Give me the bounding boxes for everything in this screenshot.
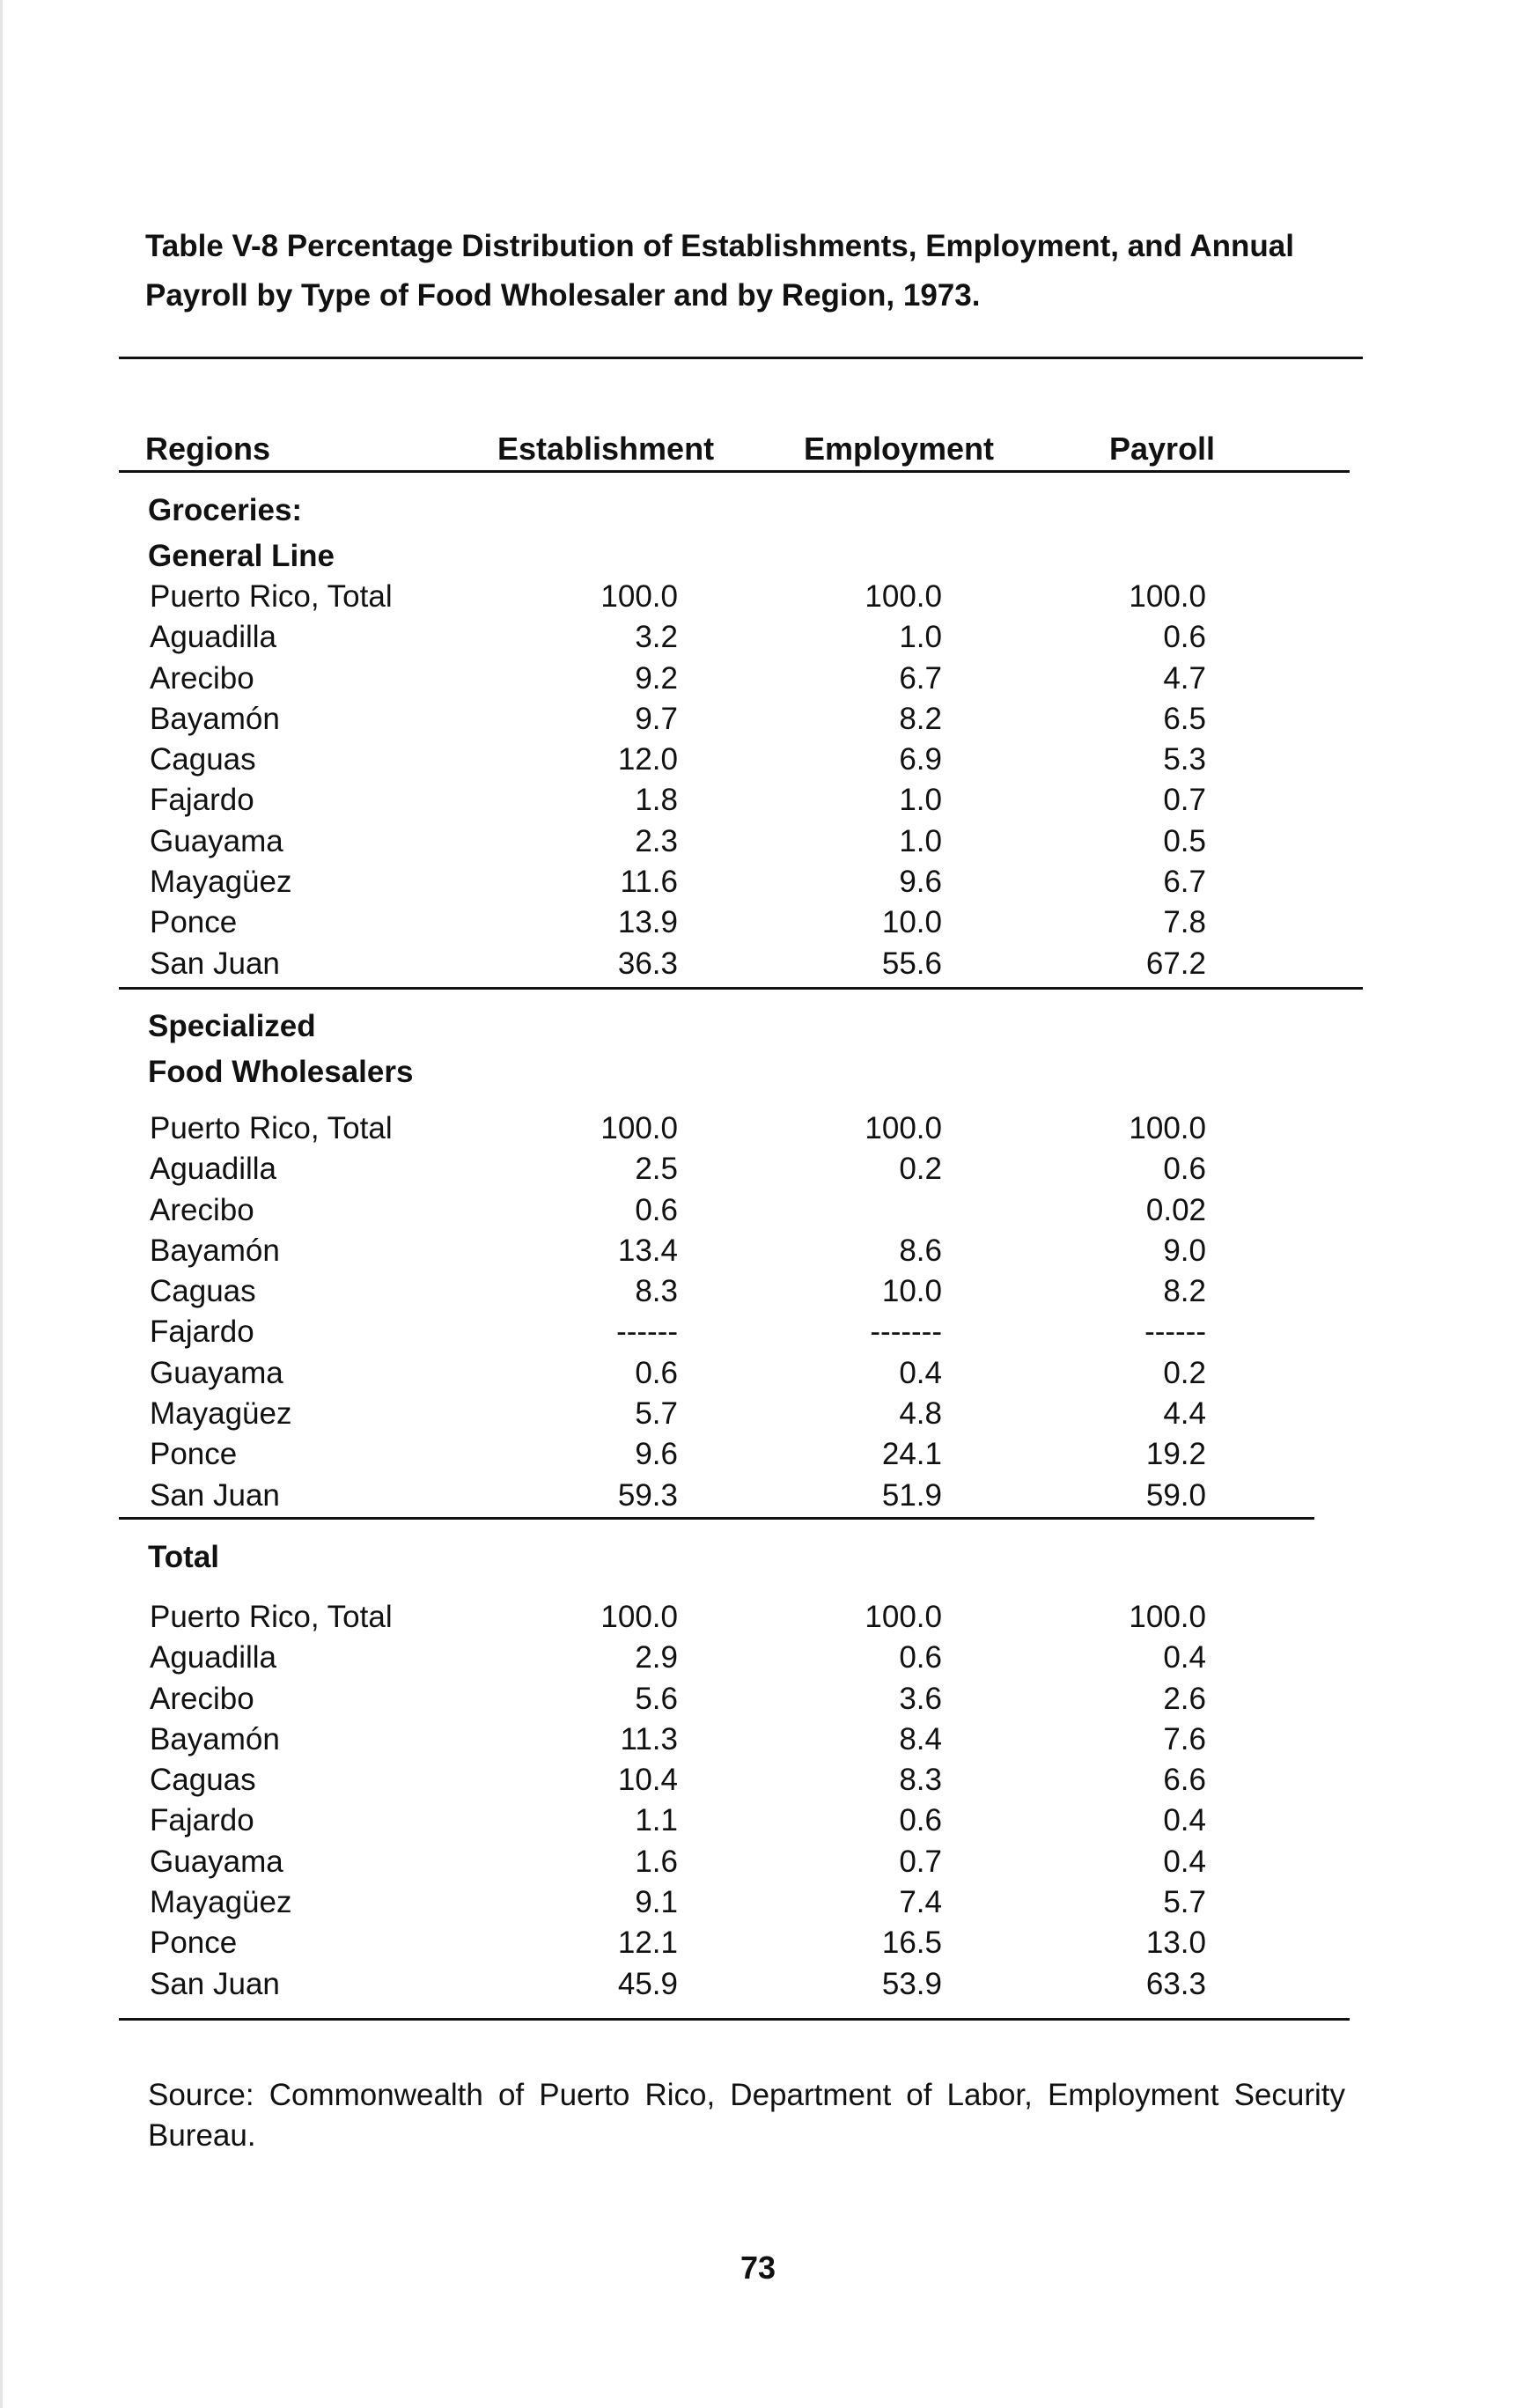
establishment-cell: 10.4 (617, 1763, 678, 1798)
region-cell: Aguadilla (150, 1152, 276, 1187)
table-row (0, 1149, 1516, 1189)
table-row (0, 1108, 1516, 1149)
payroll-cell: 67.2 (1145, 946, 1206, 981)
employment-cell: 51.9 (881, 1477, 942, 1513)
establishment-cell: 100.0 (600, 1111, 678, 1145)
establishment-cell: ------ (616, 1314, 678, 1350)
establishment-cell: 12.1 (617, 1926, 678, 1961)
table-row (0, 1638, 1516, 1678)
region-cell: Aguadilla (150, 1640, 276, 1675)
payroll-cell: 0.02 (1145, 1192, 1206, 1227)
table-row (0, 1760, 1516, 1800)
employment-cell: 1.0 (899, 823, 942, 858)
table-title (145, 222, 1378, 320)
establishment-cell: 9.1 (635, 1885, 678, 1920)
region-cell: Guayama (150, 1355, 283, 1390)
employment-cell: 8.4 (899, 1721, 942, 1756)
region-cell: Guayama (150, 823, 283, 858)
table-row (0, 1353, 1516, 1394)
employment-cell: 0.7 (899, 1844, 942, 1879)
section-heading-specialized (148, 1004, 413, 1095)
establishment-cell: 11.3 (620, 1721, 678, 1756)
employment-cell: 8.3 (899, 1763, 942, 1798)
payroll-cell: 9.0 (1163, 1233, 1206, 1268)
payroll-cell: 4.4 (1163, 1396, 1206, 1432)
table-row (0, 1923, 1516, 1963)
table-row (0, 1190, 1516, 1231)
region-cell: Arecibo (150, 660, 254, 696)
table-row (0, 1679, 1516, 1719)
region-cell: Ponce (150, 1926, 238, 1961)
employment-cell: 0.4 (899, 1355, 942, 1390)
employment-cell: 53.9 (881, 1966, 942, 2001)
table-row (0, 1842, 1516, 1882)
header-establishment: Establishment (497, 431, 715, 467)
section-rows-specialized (0, 1108, 1516, 1516)
table-title-line-1: Table V-8 Percentage Distribution of Establishments, Employment, and Annual (145, 229, 1294, 263)
employment-cell: 55.6 (881, 946, 942, 981)
region-cell: Arecibo (150, 1192, 254, 1227)
region-cell: Ponce (150, 1437, 238, 1472)
table-row (0, 944, 1516, 984)
region-cell: Guayama (150, 1844, 283, 1879)
region-cell: Mayagüez (150, 865, 292, 900)
employment-cell: 6.9 (899, 742, 942, 777)
region-cell: Caguas (150, 742, 256, 777)
section-heading-line: General Line (148, 539, 335, 573)
employment-cell: 3.6 (899, 1681, 942, 1716)
establishment-cell: 8.3 (635, 1274, 678, 1309)
establishment-cell: 100.0 (600, 579, 678, 614)
section-heading-groceries (148, 488, 335, 579)
establishment-cell: 9.2 (635, 660, 678, 696)
payroll-cell: 7.6 (1163, 1721, 1206, 1756)
establishment-cell: 45.9 (617, 1966, 678, 2001)
top-rule (119, 357, 1363, 359)
table-row (0, 1800, 1516, 1841)
employment-cell: 100.0 (865, 1600, 942, 1634)
employment-cell: 0.6 (899, 1803, 942, 1838)
region-cell: Bayamón (150, 701, 280, 736)
establishment-cell: 5.6 (635, 1681, 678, 1716)
establishment-cell: 0.6 (635, 1355, 678, 1390)
employment-cell: 10.0 (881, 905, 942, 940)
establishment-cell: 100.0 (600, 1600, 678, 1634)
payroll-cell: 4.7 (1163, 660, 1206, 696)
payroll-cell: 0.6 (1163, 1152, 1206, 1187)
region-cell: Puerto Rico, Total (150, 1111, 393, 1145)
source-note: Source: Commonwealth of Puerto Rico, Department of Labor, Employment Security Bureau. (148, 2078, 1345, 2153)
employment-cell: 8.2 (899, 701, 942, 736)
header-regions: Regions (145, 431, 271, 467)
region-cell: Mayagüez (150, 1396, 292, 1432)
establishment-cell: 5.7 (635, 1396, 678, 1432)
region-cell: Mayagüez (150, 1885, 292, 1920)
employment-cell: 4.8 (899, 1396, 942, 1432)
employment-cell: 10.0 (881, 1274, 942, 1309)
payroll-cell: 7.8 (1163, 905, 1206, 940)
establishment-cell: 1.1 (635, 1803, 678, 1838)
employment-cell: 8.6 (899, 1233, 942, 1268)
table-row (0, 780, 1516, 821)
payroll-cell: 0.4 (1163, 1640, 1206, 1675)
region-cell: Fajardo (150, 1803, 254, 1838)
establishment-cell: 9.6 (635, 1437, 678, 1472)
establishment-cell: 1.8 (635, 783, 678, 818)
establishment-cell: 1.6 (635, 1844, 678, 1879)
payroll-cell: 59.0 (1145, 1477, 1206, 1513)
table-row (0, 617, 1516, 658)
header-employment: Employment (804, 431, 995, 467)
section-heading-line: Food Wholesalers (148, 1055, 414, 1089)
region-cell: Arecibo (150, 1681, 254, 1716)
region-cell: Bayamón (150, 1233, 280, 1268)
section-rule-2 (119, 1517, 1314, 1520)
establishment-cell: 36.3 (617, 946, 678, 981)
employment-cell: 100.0 (865, 1111, 942, 1145)
employment-cell: 1.0 (899, 620, 942, 655)
region-cell: Ponce (150, 905, 238, 940)
establishment-cell: 0.6 (635, 1192, 678, 1227)
establishment-cell: 2.3 (635, 823, 678, 858)
region-cell: Aguadilla (150, 620, 276, 655)
table-title-line-2: Payroll by Type of Food Wholesaler and by Region, 1973. (145, 278, 981, 313)
establishment-cell: 9.7 (635, 701, 678, 736)
region-cell: Caguas (150, 1763, 256, 1798)
establishment-cell: 2.5 (635, 1152, 678, 1187)
payroll-cell: 5.7 (1163, 1885, 1206, 1920)
table-row (0, 1719, 1516, 1760)
employment-cell: 24.1 (881, 1437, 942, 1472)
section-rows-total (0, 1597, 1516, 2005)
payroll-cell: 100.0 (1129, 1600, 1206, 1634)
page-number: 73 (740, 2250, 776, 2286)
table-row (0, 699, 1516, 740)
employment-cell: ------- (870, 1314, 942, 1350)
employment-cell: 7.4 (899, 1885, 942, 1920)
bottom-rule (119, 2018, 1350, 2021)
region-cell: San Juan (150, 1966, 280, 2001)
payroll-cell: 2.6 (1163, 1681, 1206, 1716)
table-row (0, 862, 1516, 902)
table-row (0, 1882, 1516, 1923)
header-rule (119, 470, 1350, 473)
table-row (0, 1231, 1516, 1271)
establishment-cell: 59.3 (617, 1477, 678, 1513)
section-rows-groceries (0, 577, 1516, 984)
payroll-cell: 100.0 (1129, 1111, 1206, 1145)
table-row (0, 1312, 1516, 1352)
table-row (0, 1394, 1516, 1434)
region-cell: Puerto Rico, Total (150, 1600, 393, 1634)
employment-cell: 100.0 (865, 579, 942, 614)
table-header-row (0, 424, 1516, 474)
section-heading-line: Groceries: (148, 493, 303, 527)
employment-cell: 0.2 (899, 1152, 942, 1187)
section-heading-total (148, 1535, 219, 1580)
region-cell: San Juan (150, 946, 280, 981)
table-row (0, 1271, 1516, 1312)
establishment-cell: 3.2 (635, 620, 678, 655)
employment-cell: 0.6 (899, 1640, 942, 1675)
region-cell: Fajardo (150, 1314, 254, 1350)
region-cell: Bayamón (150, 1721, 280, 1756)
payroll-cell: ------ (1144, 1314, 1206, 1350)
payroll-cell: 13.0 (1145, 1926, 1206, 1961)
section-heading-line: Total (148, 1540, 220, 1574)
header-payroll: Payroll (1109, 431, 1216, 467)
employment-cell: 1.0 (899, 783, 942, 818)
region-cell: Caguas (150, 1274, 256, 1309)
establishment-cell: 2.9 (635, 1640, 678, 1675)
payroll-cell: 63.3 (1145, 1966, 1206, 2001)
establishment-cell: 11.6 (620, 865, 678, 900)
payroll-cell: 6.7 (1163, 865, 1206, 900)
payroll-cell: 8.2 (1163, 1274, 1206, 1309)
employment-cell: 6.7 (899, 660, 942, 696)
region-cell: Puerto Rico, Total (150, 579, 393, 614)
payroll-cell: 0.6 (1163, 620, 1206, 655)
table-row (0, 1964, 1516, 2005)
payroll-cell: 0.5 (1163, 823, 1206, 858)
payroll-cell: 100.0 (1129, 579, 1206, 614)
employment-cell: 9.6 (899, 865, 942, 900)
table-row (0, 577, 1516, 617)
payroll-cell: 6.5 (1163, 701, 1206, 736)
table-row (0, 740, 1516, 780)
table-row (0, 902, 1516, 943)
payroll-cell: 0.4 (1163, 1803, 1206, 1838)
payroll-cell: 5.3 (1163, 742, 1206, 777)
payroll-cell: 6.6 (1163, 1763, 1206, 1798)
table-row (0, 1434, 1516, 1475)
establishment-cell: 13.9 (617, 905, 678, 940)
table-row (0, 1597, 1516, 1638)
table-row (0, 821, 1516, 862)
payroll-cell: 0.7 (1163, 783, 1206, 818)
employment-cell: 16.5 (881, 1926, 942, 1961)
table-row (0, 1476, 1516, 1516)
payroll-cell: 19.2 (1145, 1437, 1206, 1472)
section-rule-1 (119, 987, 1363, 990)
establishment-cell: 13.4 (617, 1233, 678, 1268)
region-cell: San Juan (150, 1477, 280, 1513)
region-cell: Fajardo (150, 783, 254, 818)
payroll-cell: 0.4 (1163, 1844, 1206, 1879)
payroll-cell: 0.2 (1163, 1355, 1206, 1390)
section-heading-line: Specialized (148, 1009, 316, 1043)
establishment-cell: 12.0 (617, 742, 678, 777)
table-row (0, 659, 1516, 699)
